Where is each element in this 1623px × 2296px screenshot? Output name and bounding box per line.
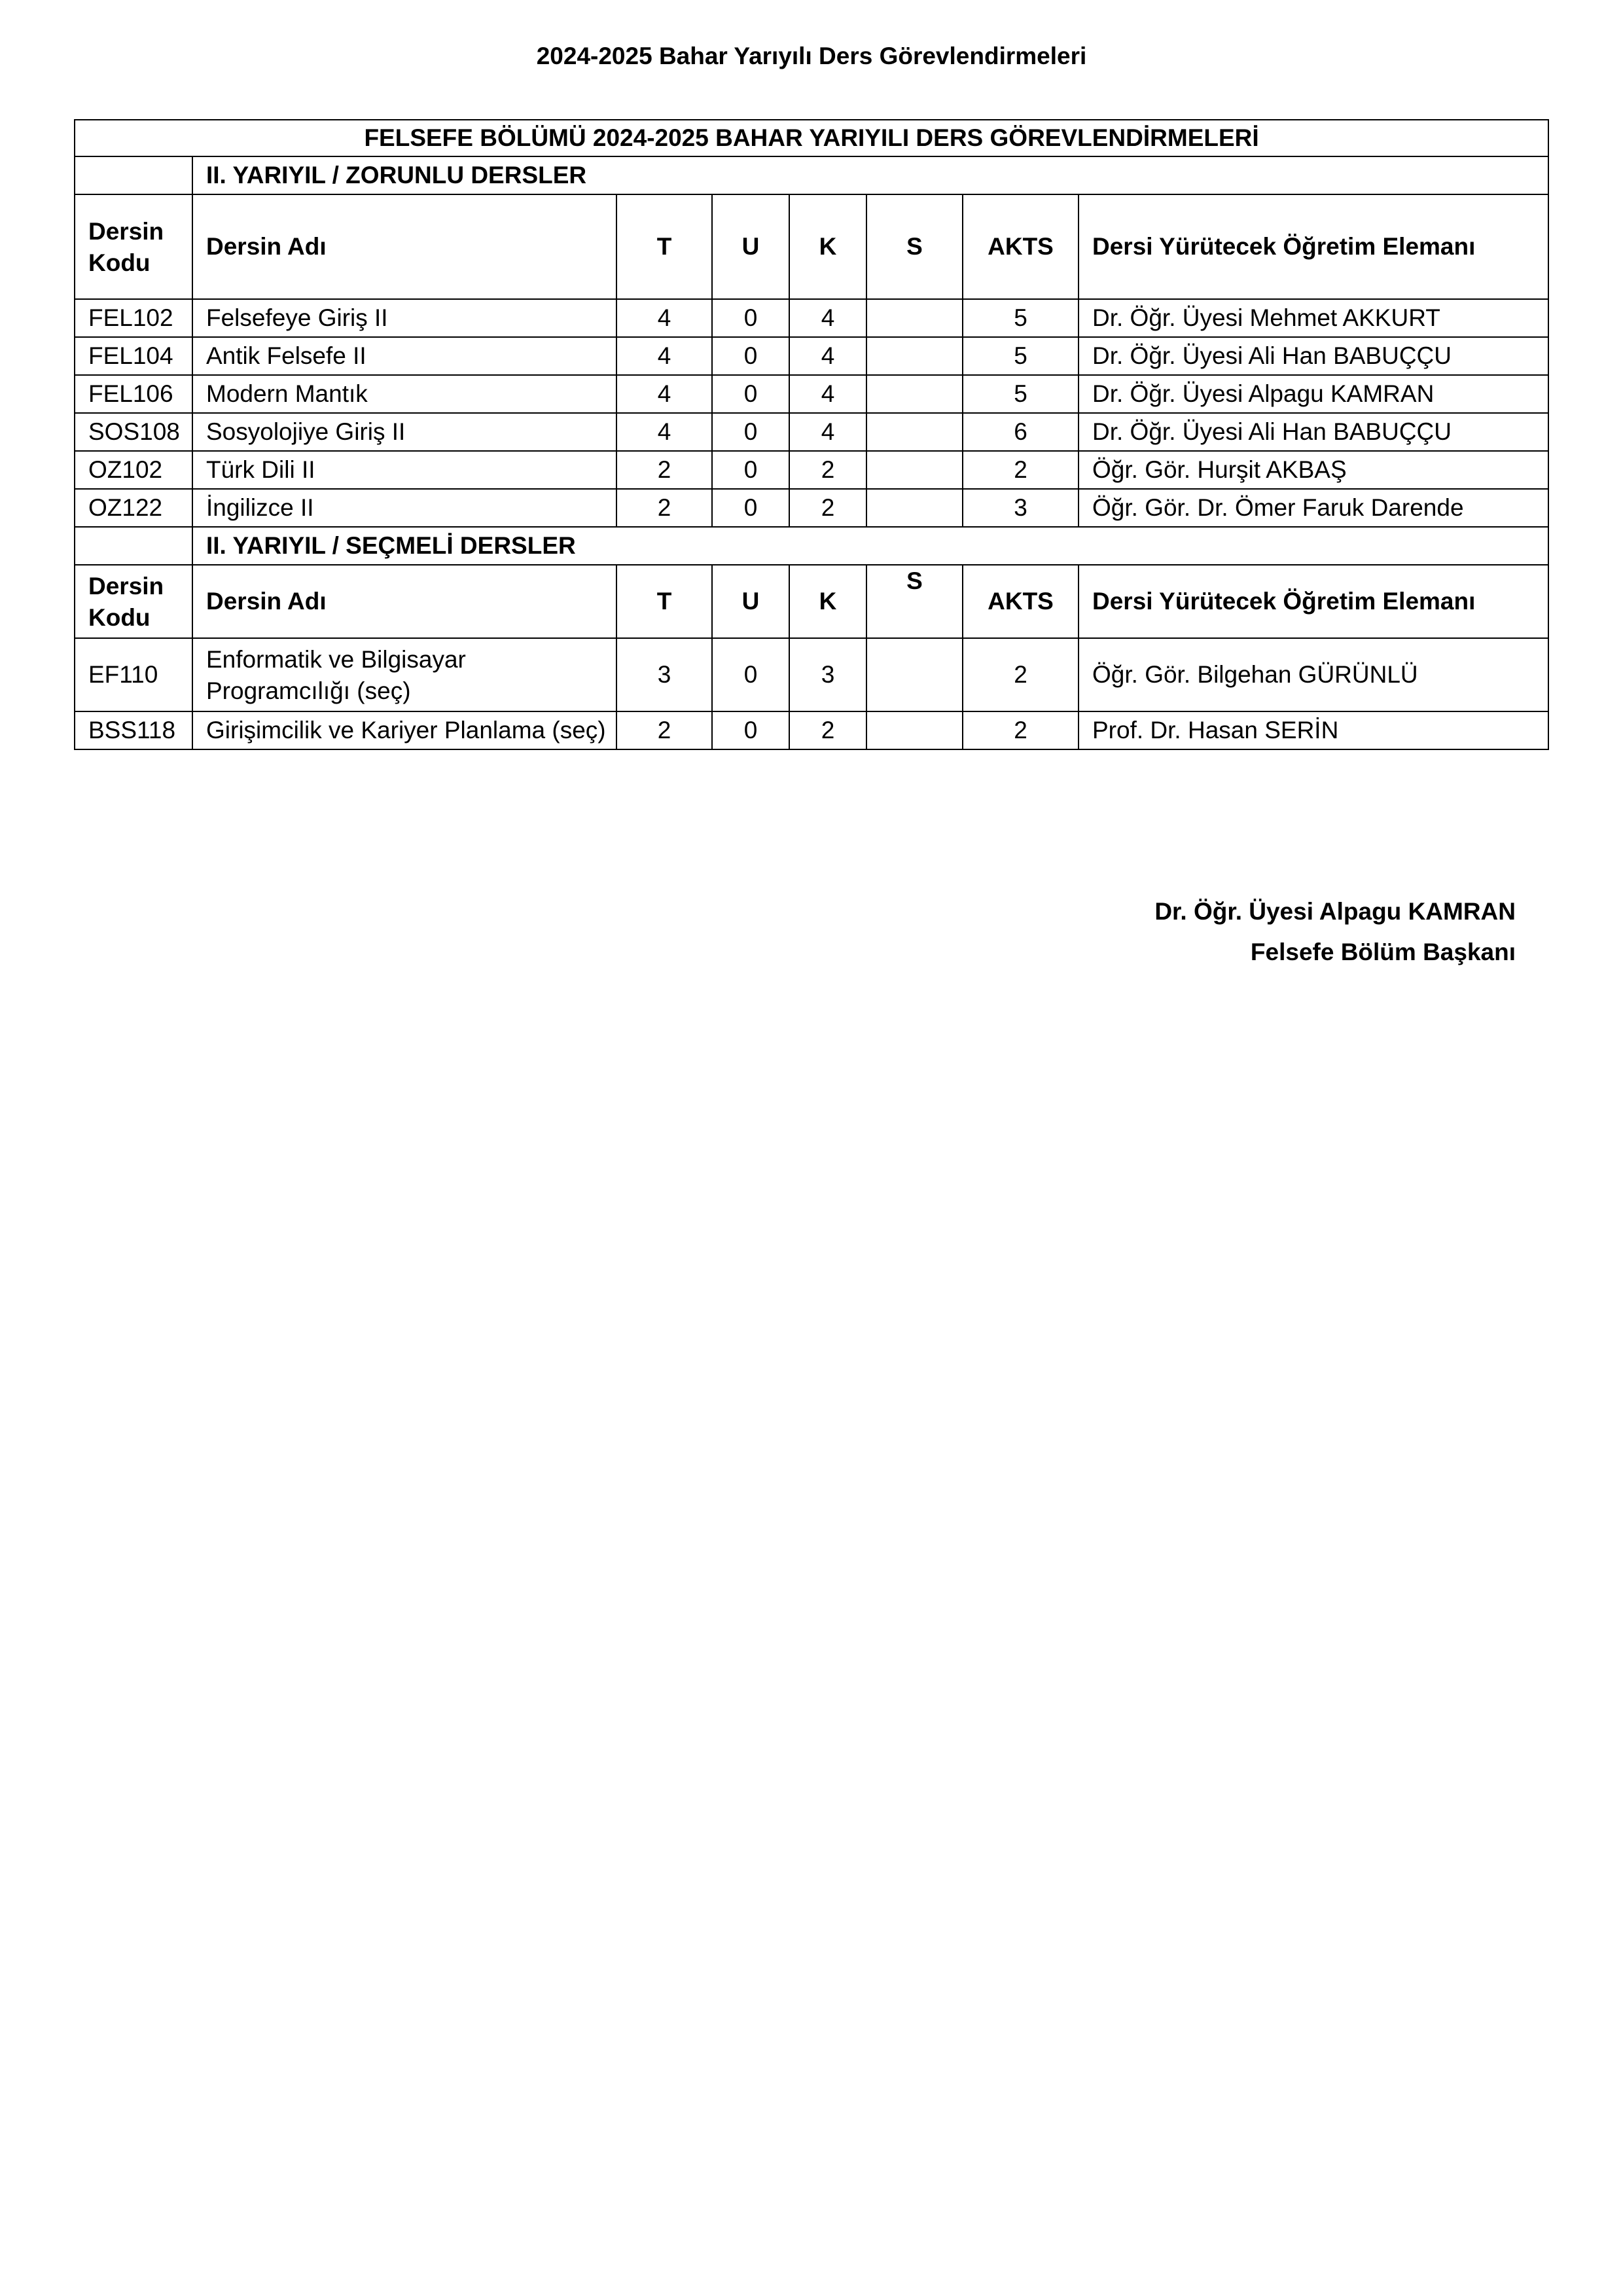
course-k: 2 <box>789 489 866 527</box>
header-code: Dersin Kodu <box>75 565 192 638</box>
course-akts: 5 <box>963 299 1079 337</box>
course-s <box>866 489 963 527</box>
header-code: Dersin Kodu <box>75 194 192 299</box>
column-header-row <box>75 194 1548 299</box>
table-title-row <box>75 120 1548 156</box>
course-k: 4 <box>789 337 866 375</box>
elective-section-heading: II. YARIYIL / SEÇMELİ DERSLER <box>192 527 1548 565</box>
course-akts: 2 <box>963 711 1079 749</box>
table-row <box>75 711 1548 749</box>
course-code: BSS118 <box>75 711 192 749</box>
course-akts: 5 <box>963 375 1079 413</box>
header-k: K <box>789 194 866 299</box>
signatory-role: Felsefe Bölüm Başkanı <box>1250 939 1516 965</box>
course-name: Felsefeye Giriş II <box>192 299 616 337</box>
course-code: SOS108 <box>75 413 192 451</box>
course-k: 4 <box>789 375 866 413</box>
course-u: 0 <box>712 638 789 711</box>
header-k: K <box>789 565 866 638</box>
course-instructor: Öğr. Gör. Hurşit AKBAŞ <box>1079 451 1548 489</box>
empty-cell <box>75 156 192 194</box>
course-u: 0 <box>712 375 789 413</box>
course-s <box>866 451 963 489</box>
course-t: 4 <box>616 413 712 451</box>
table-row <box>75 299 1548 337</box>
course-instructor: Dr. Öğr. Üyesi Ali Han BABUÇÇU <box>1079 337 1548 375</box>
course-instructor: Öğr. Gör. Bilgehan GÜRÜNLÜ <box>1079 638 1548 711</box>
course-t: 4 <box>616 375 712 413</box>
header-t: T <box>616 194 712 299</box>
course-name: Girişimcilik ve Kariyer Planlama (seç) <box>192 711 616 749</box>
course-instructor: Dr. Öğr. Üyesi Mehmet AKKURT <box>1079 299 1548 337</box>
table-row <box>75 638 1548 711</box>
course-instructor: Dr. Öğr. Üyesi Ali Han BABUÇÇU <box>1079 413 1548 451</box>
header-s: S <box>866 565 963 638</box>
course-code: FEL104 <box>75 337 192 375</box>
course-t: 2 <box>616 451 712 489</box>
course-u: 0 <box>712 711 789 749</box>
course-akts: 6 <box>963 413 1079 451</box>
header-name: Dersin Adı <box>192 194 616 299</box>
course-code: FEL106 <box>75 375 192 413</box>
course-t: 4 <box>616 337 712 375</box>
table-row <box>75 489 1548 527</box>
table-row <box>75 375 1548 413</box>
course-name: Modern Mantık <box>192 375 616 413</box>
course-t: 2 <box>616 489 712 527</box>
course-u: 0 <box>712 413 789 451</box>
table-row <box>75 337 1548 375</box>
course-instructor: Öğr. Gör. Dr. Ömer Faruk Darende <box>1079 489 1548 527</box>
course-assignment-table <box>74 119 1549 750</box>
table-title: FELSEFE BÖLÜMÜ 2024-2025 BAHAR YARIYILI DERS GÖREVLENDİRMELERİ <box>75 120 1548 156</box>
course-s <box>866 375 963 413</box>
course-u: 0 <box>712 337 789 375</box>
header-akts: AKTS <box>963 194 1079 299</box>
header-t: T <box>616 565 712 638</box>
section-heading-row <box>75 527 1548 565</box>
signature-block <box>1154 891 1516 973</box>
course-k: 2 <box>789 711 866 749</box>
course-name: Türk Dili II <box>192 451 616 489</box>
course-instructor: Prof. Dr. Hasan SERİN <box>1079 711 1548 749</box>
course-t: 3 <box>616 638 712 711</box>
table-row <box>75 413 1548 451</box>
course-k: 4 <box>789 299 866 337</box>
course-s <box>866 337 963 375</box>
course-code: EF110 <box>75 638 192 711</box>
compulsory-section-heading: II. YARIYIL / ZORUNLU DERSLER <box>192 156 1548 194</box>
course-code: FEL102 <box>75 299 192 337</box>
course-akts: 3 <box>963 489 1079 527</box>
header-u: U <box>712 565 789 638</box>
header-instructor: Dersi Yürütecek Öğretim Elemanı <box>1079 565 1548 638</box>
course-s <box>866 638 963 711</box>
course-akts: 5 <box>963 337 1079 375</box>
signatory-name: Dr. Öğr. Üyesi Alpagu KAMRAN <box>1154 898 1516 925</box>
column-header-row <box>75 565 1548 638</box>
header-s: S <box>866 194 963 299</box>
course-s <box>866 299 963 337</box>
course-akts: 2 <box>963 638 1079 711</box>
empty-cell <box>75 527 192 565</box>
course-name: Enformatik ve Bilgisayar Programcılığı (seç) <box>192 638 616 711</box>
document-title: 2024-2025 Bahar Yarıyılı Ders Görevlendirmeleri <box>536 43 1087 69</box>
course-u: 0 <box>712 489 789 527</box>
course-code: OZ102 <box>75 451 192 489</box>
course-code: OZ122 <box>75 489 192 527</box>
header-instructor: Dersi Yürütecek Öğretim Elemanı <box>1079 194 1548 299</box>
course-k: 4 <box>789 413 866 451</box>
course-s <box>866 413 963 451</box>
course-akts: 2 <box>963 451 1079 489</box>
header-name: Dersin Adı <box>192 565 616 638</box>
course-name: İngilizce II <box>192 489 616 527</box>
table-row <box>75 451 1548 489</box>
course-name: Sosyolojiye Giriş II <box>192 413 616 451</box>
header-akts: AKTS <box>963 565 1079 638</box>
course-k: 3 <box>789 638 866 711</box>
course-u: 0 <box>712 299 789 337</box>
course-t: 2 <box>616 711 712 749</box>
header-u: U <box>712 194 789 299</box>
section-heading-row <box>75 156 1548 194</box>
course-u: 0 <box>712 451 789 489</box>
course-s <box>866 711 963 749</box>
course-name: Antik Felsefe II <box>192 337 616 375</box>
course-t: 4 <box>616 299 712 337</box>
course-instructor: Dr. Öğr. Üyesi Alpagu KAMRAN <box>1079 375 1548 413</box>
course-k: 2 <box>789 451 866 489</box>
